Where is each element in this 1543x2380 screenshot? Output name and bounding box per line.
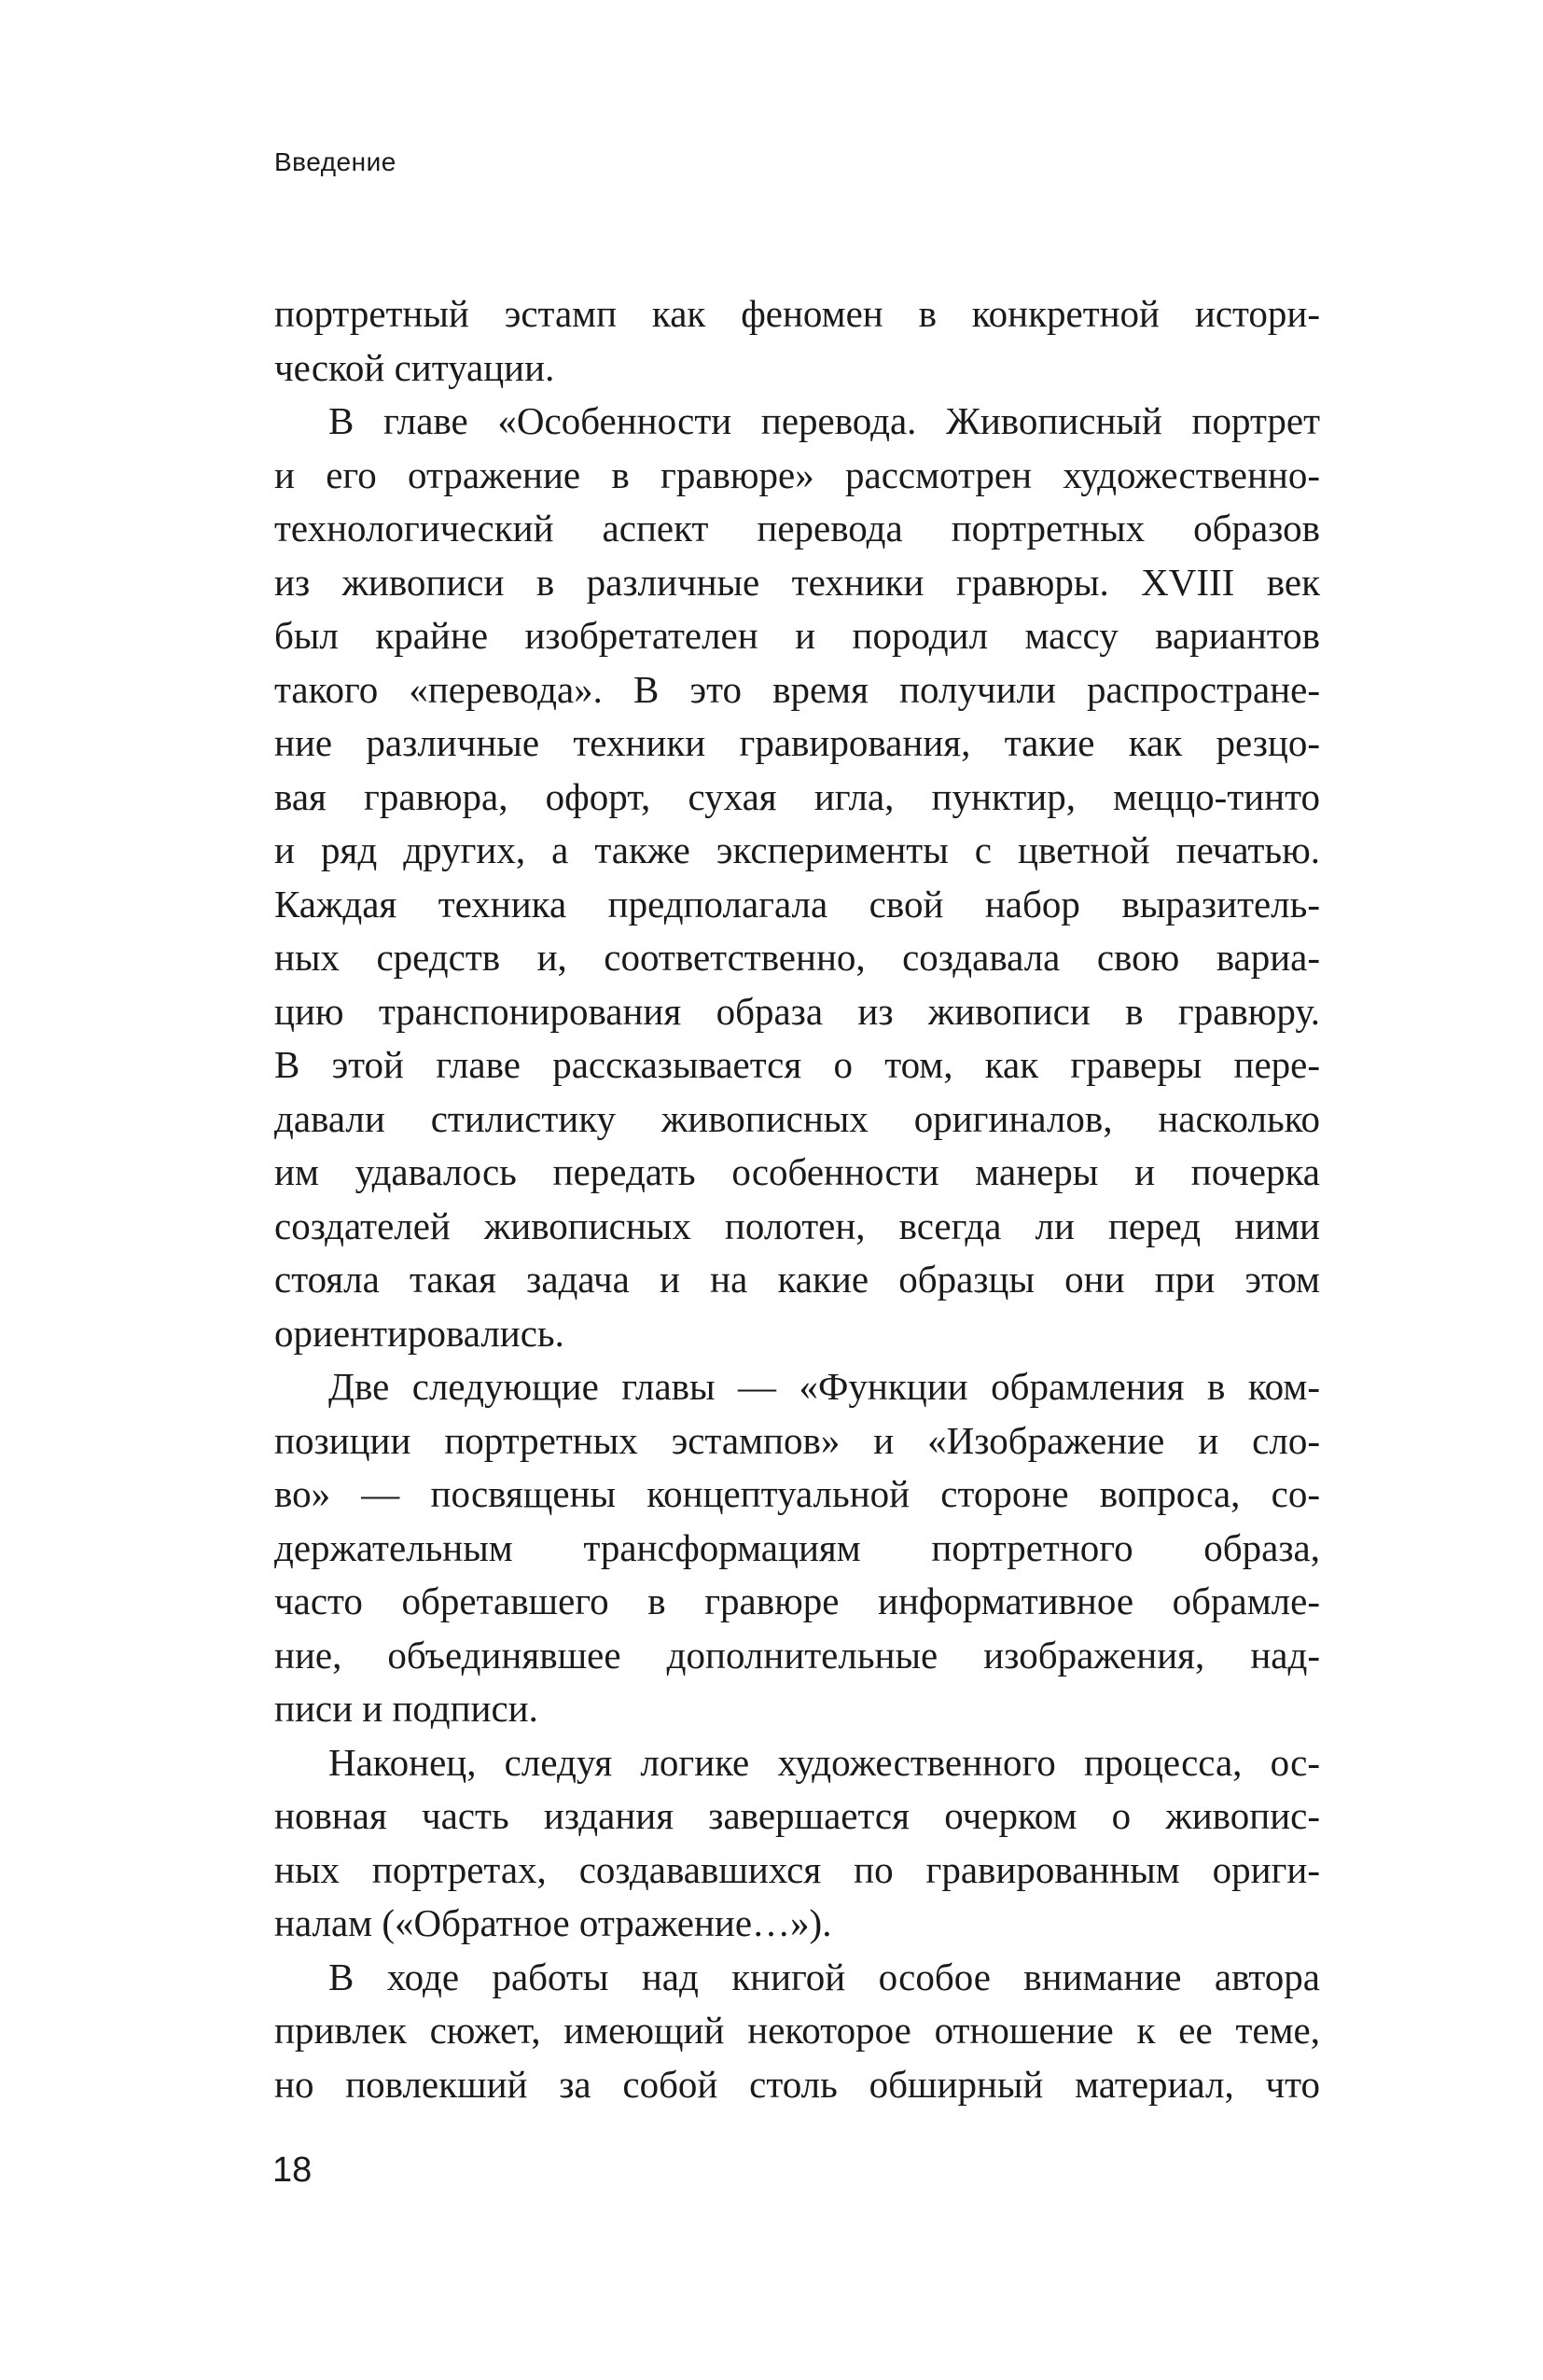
text-line: Наконец, следуя логике художественного процесса, ос- [328, 1740, 1320, 1784]
text-line: ных портретах, создававшихся по гравированным ориги- [274, 1847, 1320, 1891]
text-line: часто обретавшего в гравюре информативное обрамле- [274, 1580, 1320, 1622]
text-line: давали стилистику живописных оригиналов, насколько [274, 1096, 1320, 1140]
text-line: ние, объединявшее дополнительные изображения, над- [274, 1633, 1320, 1677]
text-line: держательным трансформациям портретного образа, [274, 1525, 1320, 1569]
text-line: из живописи в различные техники гравюры. XVIII век [274, 560, 1320, 604]
text-line: цию транспонирования образа из живописи в гравюру. [274, 989, 1320, 1033]
text-line: В ходе работы над книгой особое внимание автора [328, 1955, 1320, 1998]
text-line: стояла такая задача и на какие образцы они при этом [274, 1258, 1320, 1301]
text-line: привлек сюжет, имеющий некоторое отношение к ее теме, [274, 2009, 1320, 2052]
text-line: ных средств и, соответственно, создавала свою вариа- [274, 936, 1320, 979]
text-line: ние различные техники гравирования, такие как резцо- [274, 721, 1320, 764]
text-line: ориентировались. [274, 1311, 564, 1355]
text-line: налам («Обратное отражение…»). [274, 1901, 832, 1944]
text-line: был крайне изобретателен и породил массу вариантов [274, 614, 1320, 657]
body-text [274, 287, 1320, 2111]
page-number: 18 [272, 2150, 313, 2190]
text-line: и его отражение в гравюре» рассмотрен художественно- [274, 452, 1320, 496]
text-line: вая гравюра, офорт, сухая игла, пунктир, меццо-тинто [274, 774, 1320, 818]
running-header: Введение [274, 147, 396, 176]
text-line: В этой главе рассказывается о том, как граверы пере- [274, 1043, 1320, 1086]
text-line: ческой ситуации. [274, 345, 555, 389]
text-line: создателей живописных полотен, всегда ли перед ними [274, 1204, 1320, 1247]
text-line: Две следующие главы — «Функции обрамления в ком- [328, 1365, 1320, 1408]
text-line: В главе «Особенности перевода. Живописный портрет [328, 399, 1320, 442]
text-line: технологический аспект перевода портретных образов [274, 507, 1320, 550]
text-line: Каждая техника предполагала свой набор выразитель- [274, 882, 1320, 926]
text-line: портретный эстамп как феномен в конкретной истори- [274, 292, 1320, 335]
text-line: такого «перевода». В это время получили распростране- [274, 667, 1320, 711]
text-line: писи и подписи. [274, 1687, 538, 1730]
text-line: во» — посвящены концептуальной стороне вопроса, со- [274, 1472, 1320, 1515]
text-line: позиции портретных эстампов» и «Изображение и сло- [274, 1418, 1320, 1462]
text-line: но повлекший за собой столь обширный материал, что [274, 2062, 1320, 2106]
text-line: и ряд других, а также эксперименты с цветной печатью. [274, 828, 1320, 871]
text-line: новная часть издания завершается очерком о живопис- [274, 1794, 1320, 1837]
text-line: им удавалось передать особенности манеры и почерка [274, 1150, 1320, 1193]
